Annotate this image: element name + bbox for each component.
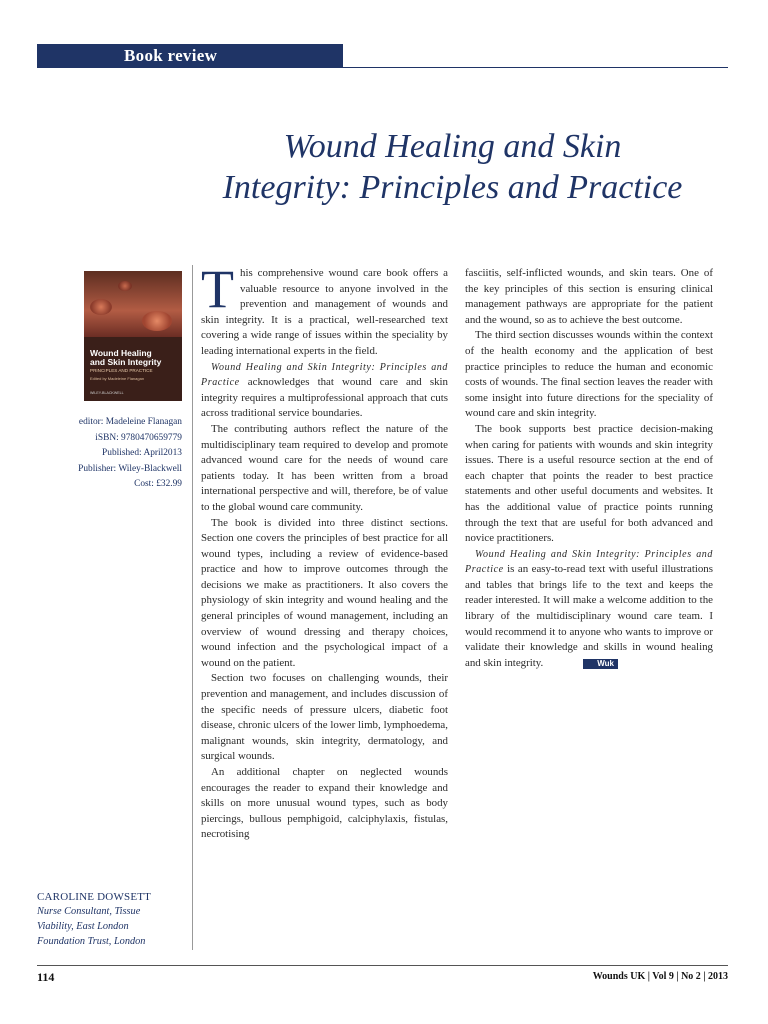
author-role: Nurse Consultant, Tissue Viability, East London Foundation Trust, London bbox=[37, 906, 146, 947]
book-publisher: Publisher: Wiley-Blackwell bbox=[78, 464, 182, 474]
paragraph: This comprehensive wound care book offers a valuable resource to anyone involved in the prevention and management of wounds and skin integrity. It is a practical, well-researched text covering a wide range of issues within the speciality by leading international experts in the field. bbox=[201, 259, 448, 357]
book-isbn: iSBN: 9780470659779 bbox=[95, 433, 182, 443]
paragraph: Section two focuses on challenging wounds, their prevention and management, and includes discussion of the specific needs of pressure ulcers, diabetic foot disease, chronic ulcers of the lower limb, lymphoedema, malignant wounds, skin integrity, dermatology, and surgical wounds. bbox=[201, 672, 448, 763]
footer-rule bbox=[37, 965, 728, 966]
cover-publisher: WILEY-BLACKWELL bbox=[90, 391, 124, 395]
article-title bbox=[190, 126, 715, 208]
body-column-2 bbox=[465, 266, 713, 671]
cover-editor: Edited by Madeleine Flanagan bbox=[90, 376, 145, 381]
body-column-1 bbox=[201, 259, 448, 843]
paragraph: Wound Healing and Skin Integrity: Principles and Practice acknowledges that wound care and skin integrity requires a multiprofessional approach that cuts across traditional service boundaries. bbox=[201, 361, 448, 420]
author-block bbox=[37, 891, 187, 949]
paragraph: fasciitis, self-inflicted wounds, and skin tears. One of the key principles of this section is ensuring clinical management pathways are appropriate for the patient and the wound, so as to achieve the best outcome. bbox=[465, 267, 713, 326]
paragraph: An additional chapter on neglected wounds encourages the reader to expand their knowledge and skills on more unusual wound types, such as body piercings, bullous pemphigoid, calciphylaxis, fistulas, necrotising bbox=[201, 766, 448, 841]
author-name: CAROLINE DOWSETT bbox=[37, 891, 152, 903]
journal-citation: Wounds UK | Vol 9 | No 2 | 2013 bbox=[592, 971, 728, 982]
cover-subtitle: PRINCIPLES AND PRACTICE bbox=[90, 368, 153, 373]
header-rule bbox=[343, 67, 728, 68]
book-title-inline: Wound Healing and Skin Integrity: Principles and Practice bbox=[201, 361, 448, 389]
paragraph: Wound Healing and Skin Integrity: Principles and Practice is an easy-to-read text with useful illustrations and tables that brings life to the text and keeps the reader interested. It will make a welcome addition to the library of the multidisciplinary wound care team. I would recommend it to anyone who wants to improve or validate their knowledge and skills in wound healing and skin integrity. Wuk bbox=[465, 548, 713, 669]
column-divider bbox=[192, 265, 193, 950]
book-title-inline: Wound Healing and Skin Integrity: Principles and Practice bbox=[465, 548, 713, 576]
cover-title-line-2: and Skin Integrity bbox=[90, 357, 162, 367]
section-label: Book review bbox=[124, 46, 218, 65]
end-mark: Wuk bbox=[583, 659, 618, 669]
paragraph: The book supports best practice decision-making when caring for patients with wounds and skin integrity issues. There is a useful resource section at the end of each chapter that points the reader to best practice statements and other useful documents and websites. It has the additional value of practice points running through the text that are useful for both advanced and novice practitioners. bbox=[465, 422, 713, 545]
cover-title-line-1: Wound Healing bbox=[90, 348, 152, 358]
book-cover-image bbox=[84, 271, 182, 401]
paragraph: The third section discusses wounds within the context of the health economy and the application of best practice principles to reduce the human and economic costs of wounds. The final section leaves the reader with some insight into future directions for the speciality of wound care and skin integrity. bbox=[465, 329, 713, 420]
page-number: 114 bbox=[37, 970, 55, 984]
drop-cap: T bbox=[201, 259, 234, 319]
article-title-line-1: Wound Healing and Skin bbox=[283, 128, 622, 165]
book-published: Published: April2013 bbox=[102, 448, 182, 458]
book-editor: editor: Madeleine Flanagan bbox=[78, 417, 182, 427]
book-cost: Cost: £32.99 bbox=[134, 479, 182, 489]
article-title-line-2: Integrity: Principles and Practice bbox=[222, 169, 683, 206]
section-header-bar bbox=[37, 44, 343, 68]
paragraph: The contributing authors reflect the nature of the multidisciplinary team required to develop and promote advanced wound care for the needs of wound care patients today. It has been written from a broad international perspective and will, therefore, be of value to the global wound care community. bbox=[201, 422, 448, 513]
paragraph: The book is divided into three distinct sections. Section one covers the principles of best practice for all wound types, including a review of evidence-based practice and how to improve outcomes through the decisions we make as practitioners. It also covers the physiology of skin integrity and wound healing and the general principles of wound management, including an overview of wound dressing and therapy choices, wound infection and the psychological impact of a wound on the patient. bbox=[201, 516, 448, 669]
